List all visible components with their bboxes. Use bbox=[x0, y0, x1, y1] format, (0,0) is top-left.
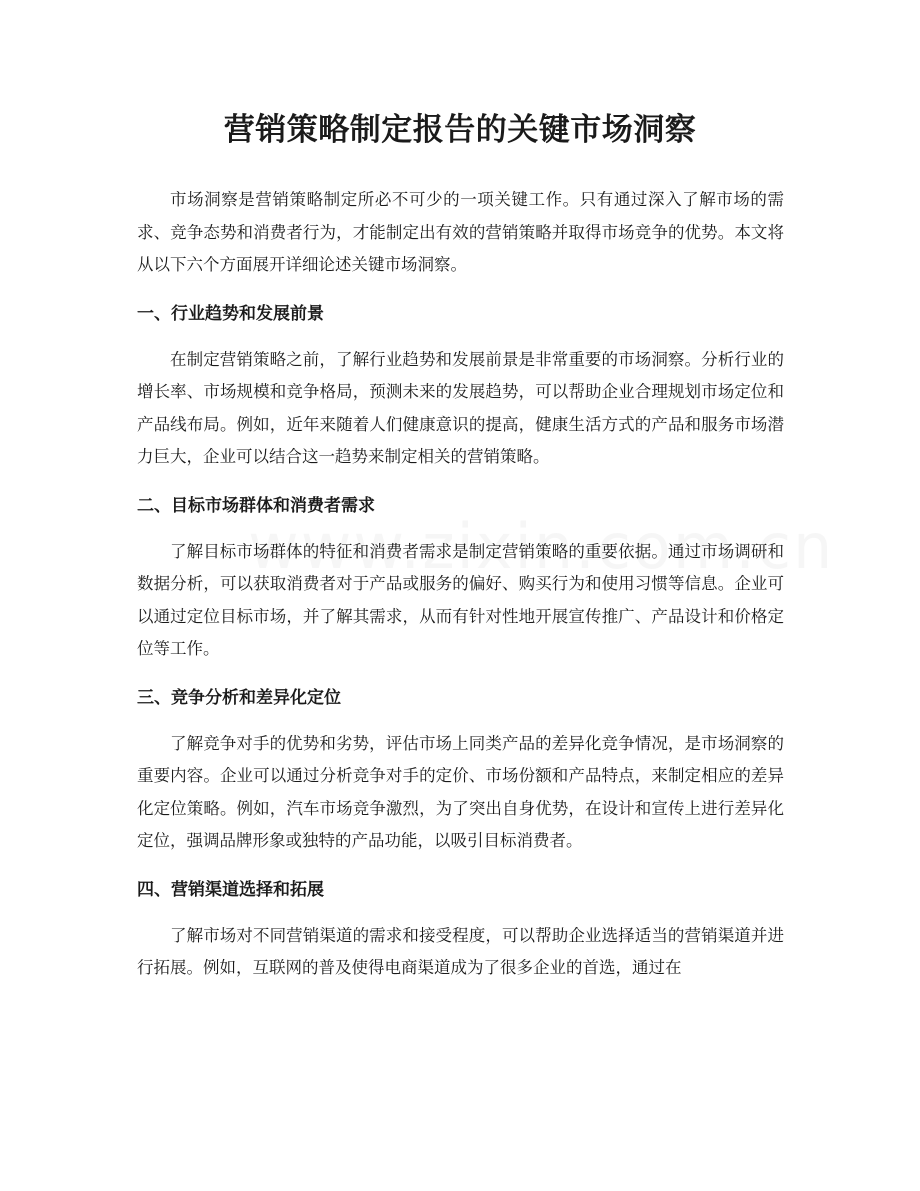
section-heading-4: 四、营销渠道选择和拓展 bbox=[137, 879, 324, 900]
document-body bbox=[137, 184, 784, 985]
section-paragraph-2: 了解目标市场群体的特征和消费者需求是制定营销策略的重要依据。通过市场调研和数据分析，可以获取消费者对于产品或服务的偏好、购买行为和使用习惯等信息。企业可以通过定位目标市场，并了解其需求，从而有针对性地开展宣传推广、产品设计和价格定位等工作。 bbox=[137, 541, 784, 658]
section-heading-2: 二、目标市场群体和消费者需求 bbox=[137, 495, 375, 516]
page-title: 营销策略制定报告的关键市场洞察 bbox=[223, 112, 697, 148]
intro-paragraph: 市场洞察是营销策略制定所必不可少的一项关键工作。只有通过深入了解市场的需求、竞争态势和消费者行为，才能制定出有效的营销策略并取得市场竞争的优势。本文将从以下六个方面展开详细论述关键市场洞察。 bbox=[137, 190, 784, 274]
section-paragraph-3: 了解竞争对手的优势和劣势，评估市场上同类产品的差异化竞争情况，是市场洞察的重要内容。企业可以通过分析竞争对手的定价、市场份额和产品特点，来制定相应的差异化定位策略。例如，汽车市场竞争激烈，为了突出自身优势，在设计和宣传上进行差异化定位，强调品牌形象或独特的产品功能，以吸引目标消费者。 bbox=[137, 733, 784, 850]
section-paragraph-1: 在制定营销策略之前，了解行业趋势和发展前景是非常重要的市场洞察。分析行业的增长率、市场规模和竞争格局，预测未来的发展趋势，可以帮助企业合理规划市场定位和产品线布局。例如，近年来随着人们健康意识的提高，健康生活方式的产品和服务市场潜力巨大，企业可以结合这一趋势来制定相关的营销策略。 bbox=[137, 349, 784, 466]
section-paragraph-4: 了解市场对不同营销渠道的需求和接受程度，可以帮助企业选择适当的营销渠道并进行拓展。例如，互联网的普及使得电商渠道成为了很多企业的首选，通过在 bbox=[137, 925, 784, 977]
section-heading-1: 一、行业趋势和发展前景 bbox=[137, 303, 324, 324]
section-heading-3: 三、竞争分析和差异化定位 bbox=[137, 687, 341, 708]
